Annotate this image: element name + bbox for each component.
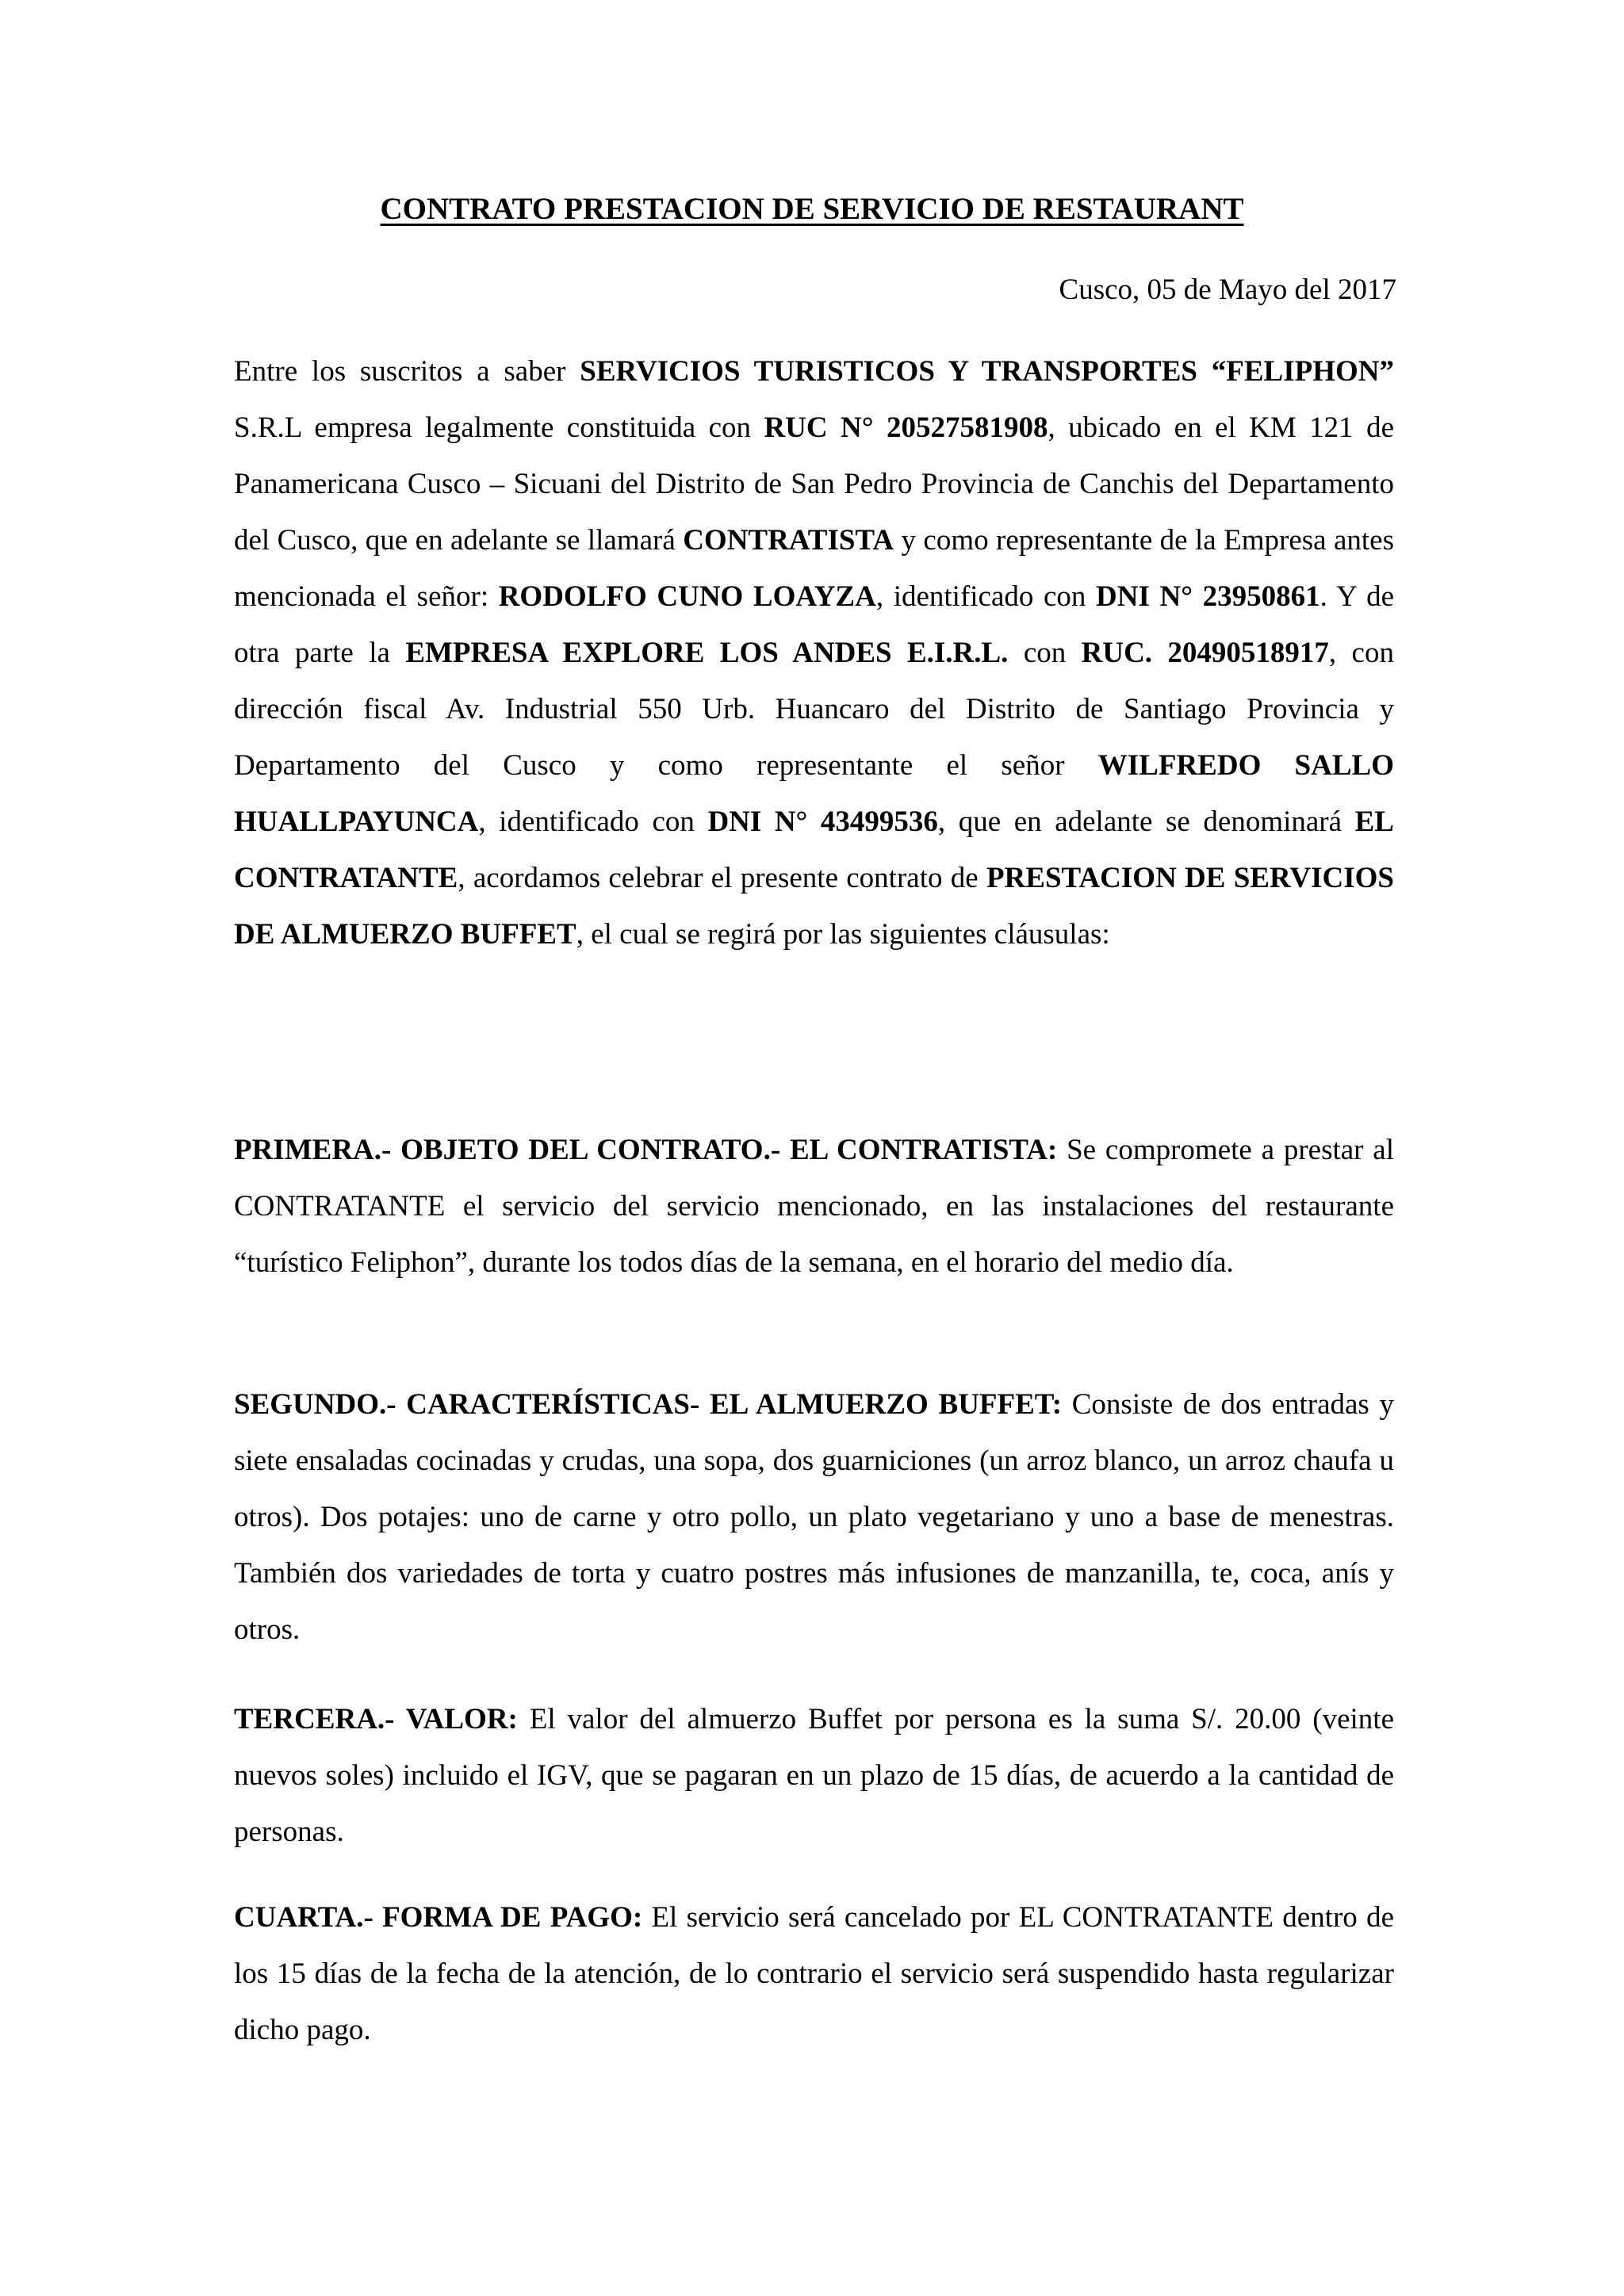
contract-subject: PRESTACION DE SERVICIOS DE ALMUERZO BUFFET (234, 862, 1394, 951)
contratante-ruc: RUC. 20490518917 (1081, 637, 1329, 669)
clause-body: El servicio será cancelado por EL CONTRATANTE dentro de los 15 días de la fecha de la atención, de lo contrario el servicio será suspendido hasta regularizar dicho pago. (234, 1901, 1394, 2046)
intro-paragraph (234, 343, 1394, 962)
contratista-label: CONTRATISTA (683, 524, 894, 557)
clause-body: Consiste de dos entradas y siete ensaladas cocinadas y crudas, una sopa, dos guarniciones (un arroz blanco, un arroz chaufa u otros). Dos potajes: uno de carne y otro pollo, un plato vegetariano y uno a base de menestras. También dos variedades de torta y cuatro postres más infusiones de manzanilla, te, coca, anís y otros. (234, 1388, 1395, 1646)
intro-text: y como representante de la Empresa antes mencionada el señor: (234, 524, 1394, 613)
intro-text: , con dirección fiscal Av. Industrial 550 Urb. Huancaro del Distrito de Santiago Provincia y Departamento del Cusco y como representante el señor (234, 637, 1394, 782)
clause-primera (234, 1122, 1394, 1291)
intro-text: , identificado con (478, 806, 708, 838)
clause-cuarta (234, 1889, 1394, 2058)
clause-heading: TERCERA.- VALOR: (234, 1703, 518, 1735)
clause-segundo (234, 1376, 1394, 1658)
clause-heading: PRIMERA.- OBJETO DEL CONTRATO.- EL CONTRATISTA: (234, 1134, 1058, 1166)
intro-text: S.R.L empresa legalmente constituida con (234, 411, 764, 444)
document-date: Cusco, 05 de Mayo del 2017 (1059, 274, 1396, 306)
intro-text: . Y de otra parte la (234, 580, 1394, 669)
intro-text: , el cual se regirá por las siguientes cláusulas: (576, 918, 1110, 951)
contratista-dni: DNI N° 23950861 (1096, 580, 1320, 613)
intro-text: con (1008, 637, 1082, 669)
clause-heading: CUARTA.- FORMA DE PAGO: (234, 1901, 643, 1934)
intro-text: , acordamos celebrar el presente contrato de (458, 862, 986, 894)
contratante-company-name: EMPRESA EXPLORE LOS ANDES E.I.R.L. (405, 637, 1009, 669)
clause-tercera (234, 1691, 1394, 1860)
contratista-ruc: RUC N° 20527581908 (764, 411, 1048, 444)
contratista-representative: RODOLFO CUNO LOAYZA (498, 580, 876, 613)
contratante-label: EL CONTRATANTE (234, 806, 1394, 894)
contratista-company-name: SERVICIOS TURISTICOS Y TRANSPORTES “FELIPHON” (580, 355, 1394, 388)
intro-text: , ubicado en el KM 121 de Panamericana Cusco – Sicuani del Distrito de San Pedro Provincia de Canchis del Departamento del Cusco, que en adelante se llamará (234, 411, 1394, 557)
clause-body: Se compromete a prestar al CONTRATANTE el servicio del servicio mencionado, en las instalaciones del restaurante “turístico Feliphon”, durante los todos días de la semana, en el horario del medio día. (234, 1134, 1395, 1279)
intro-text: , identificado con (875, 580, 1097, 613)
clause-heading: SEGUNDO.- CARACTERÍSTICAS- EL ALMUERZO BUFFET: (234, 1388, 1063, 1421)
contratante-representative: WILFREDO SALLO HUALLPAYUNCA (234, 749, 1394, 838)
document-title: CONTRATO PRESTACION DE SERVICIO DE RESTAURANT (380, 192, 1244, 226)
contratante-dni: DNI N° 43499536 (707, 806, 938, 838)
intro-text: Entre los suscritos a saber (234, 355, 580, 388)
clause-body: El valor del almuerzo Buffet por persona es la suma S/. 20.00 (veinte nuevos soles) incluido el IGV, que se pagaran en un plazo de 15 días, de acuerdo a la cantidad de personas. (234, 1703, 1394, 1848)
intro-text: , que en adelante se denominará (937, 806, 1355, 838)
